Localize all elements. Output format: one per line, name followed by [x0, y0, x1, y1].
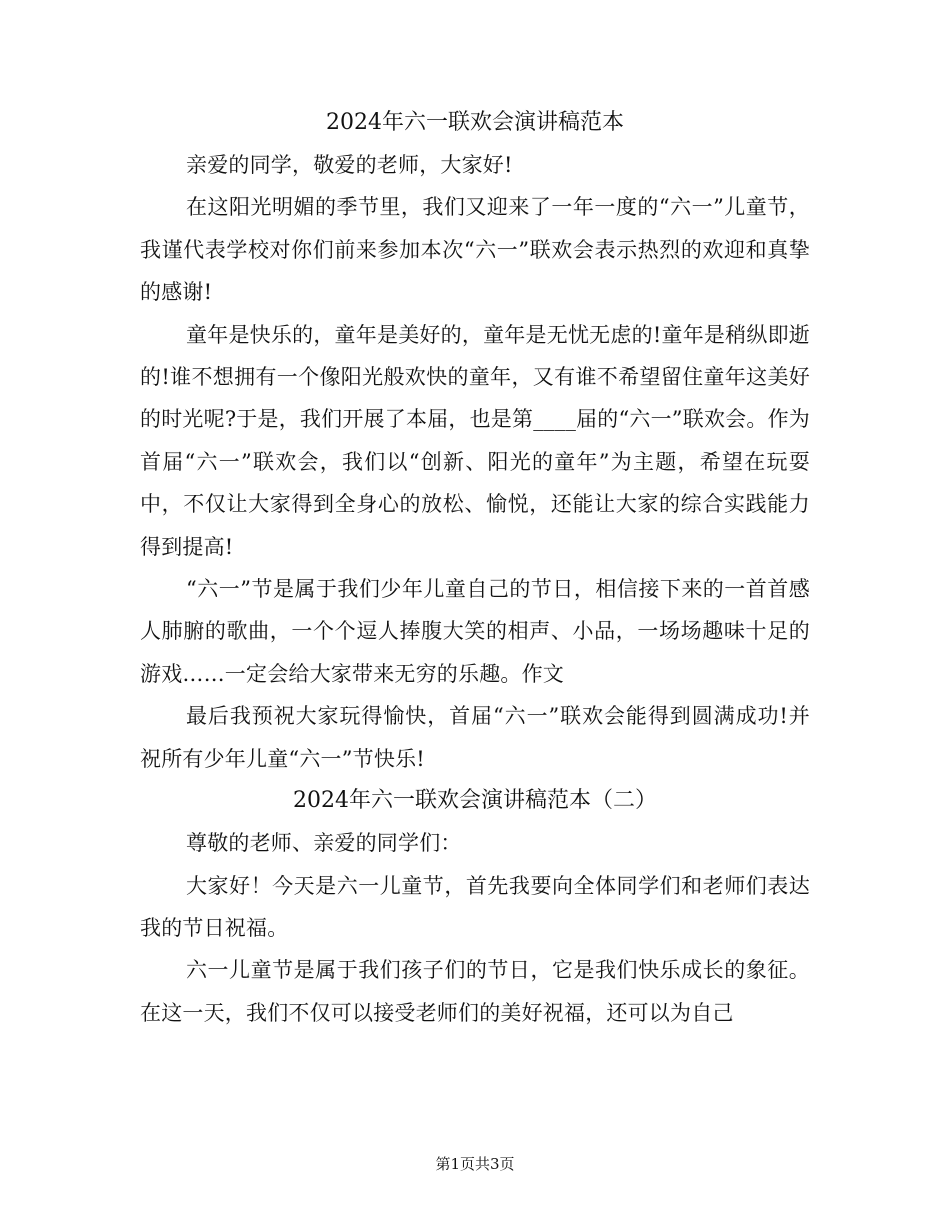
document-title: 2024年六一联欢会演讲稿范本 [326, 110, 624, 135]
paragraph-childhood: 童年是快乐的，童年是美好的，童年是无忧无虑的!童年是稍纵即逝的!谁不想拥有一个像阳光般欢快的童年，又有谁不希望留住童年这美好的时光呢?于是，我们开展了本届，也是第____届的“六一”联欢会。作为首届“六一”联欢会，我们以“创新、阳光的童年”为主题，希望在玩耍中，不仅让大家得到全身心的放松、愉悦，还能让大家的综合实践能力得到提高! [140, 322, 810, 559]
document-body [140, 102, 810, 1034]
paragraph-salutation-2: 尊敬的老师、亲爱的同学们： [186, 831, 462, 856]
paragraph-greeting-2: 大家好！今天是六一儿童节，首先我要向全体同学们和老师们表达我的节日祝福。 [140, 873, 810, 940]
paragraph-program: “六一”节是属于我们少年儿童自己的节日，相信接下来的一首首感人肺腑的歌曲，一个个逗人捧腹大笑的相声、小品，一场场趣味十足的游戏……一定会给大家带来无穷的乐趣。作文 [140, 577, 810, 686]
section-title-2: 2024年六一联欢会演讲稿范本（二） [293, 788, 657, 814]
paragraph-closing: 最后我预祝大家玩得愉快，首届“六一”联欢会能得到圆满成功!并祝所有少年儿童“六一”节快乐! [140, 704, 810, 771]
paragraph-greeting: 亲爱的同学，敬爱的老师，大家好! [186, 153, 513, 177]
paragraph-childrens-day: 六一儿童节是属于我们孩子们的节日，它是我们快乐成长的象征。在这一天，我们不仅可以接受老师们的美好祝福，还可以为自己 [140, 958, 810, 1025]
page-number: 第1页共3页 [435, 1155, 515, 1173]
paragraph-welcome: 在这阳光明媚的季节里，我们又迎来了一年一度的“六一”儿童节，我谨代表学校对你们前来参加本次“六一”联欢会表示热烈的欢迎和真挚的感谢! [140, 195, 810, 305]
